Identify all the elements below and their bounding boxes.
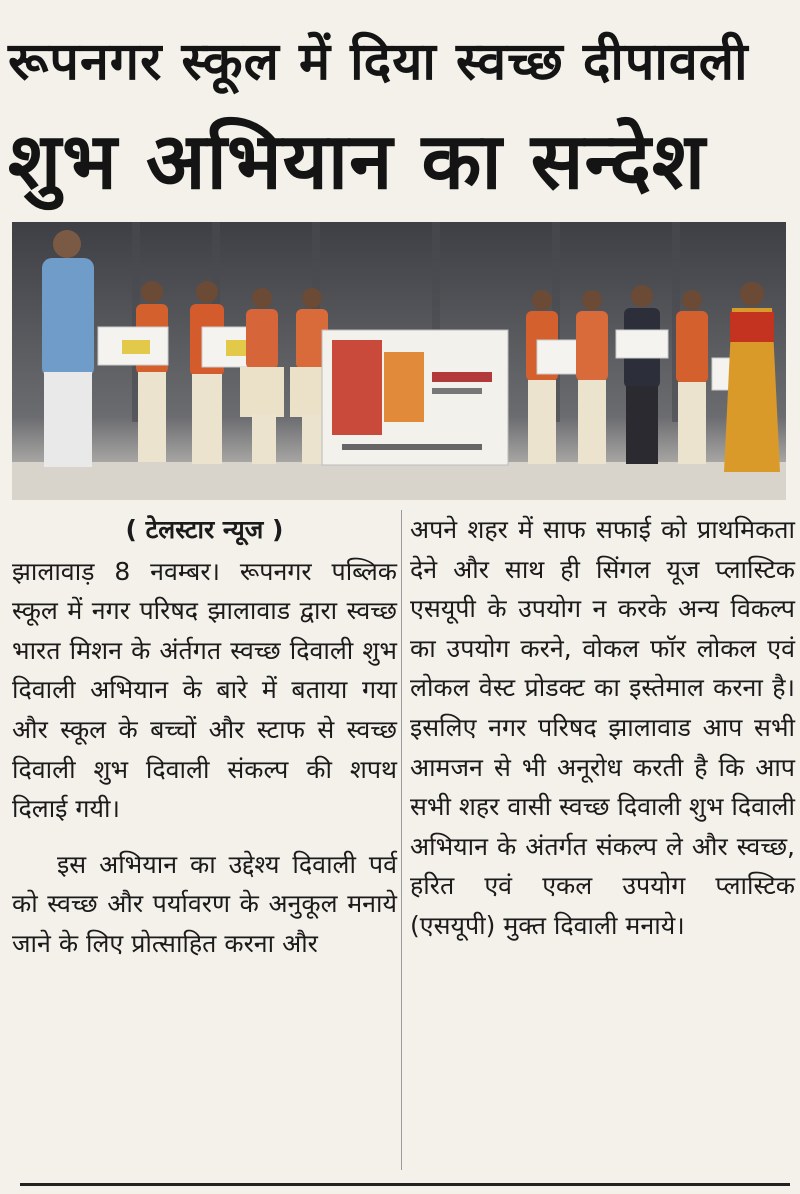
headline-line-1: रूपनगर स्कूल में दिया स्वच्छ दीपावली (8, 32, 749, 92)
article-column-right (410, 510, 795, 946)
headline-line-2: शुभ अभियान का सन्देश (8, 117, 707, 207)
column-divider (401, 510, 402, 1170)
byline: ( टेलस्टार न्यूज ) (125, 515, 284, 544)
article-paragraph-3: अपने शहर में साफ सफाई को प्राथमिकता देने और साथ ही सिंगल यूज प्लास्टिक एसयूपी के उपयोग न करके अन्य विकल्प का उपयोग करने, वोकल फॉर लोकल एवं लोकल वेस्ट प्रोडक्ट का इस्तेमाल करना है। इसलिए नगर परिषद झालावाड आप सभी आमजन से भी अनूरोध करती है कि आप सभी शहर वासी स्वच्छ दिवाली शुभ दिवाली अभियान के अंतर्गत संकल्प ले और स्वच्छ, हरित एवं एकल उपयोग प्लास्टिक (एसयूपी) मुक्त दिवाली मनाये। (410, 515, 795, 940)
article-column-left (12, 510, 397, 964)
article-paragraph-1: झालावाड़ 8 नवम्बर। रूपनगर पब्लिक स्कूल में नगर परिषद झालावाड द्वारा स्वच्छ भारत मिशन के अंर्तगत स्वच्छ दिवाली शुभ दिवाली अभियान के बारे में बताया गया और स्कूल के बच्चों और स्टाफ से स्वच्छ दिवाली शुभ दिवाली संकल्प की शपथ दिलाई गयी। (12, 556, 397, 824)
photo-students-stage-icon (12, 222, 786, 500)
bottom-rule (20, 1183, 790, 1186)
news-photo (12, 222, 786, 500)
article-paragraph-2: इस अभियान का उद्देश्य दिवाली पर्व को स्वच्छ और पर्यावरण के अनुकूल मनाये जाने के लिए प्रोत्साहित करना और (12, 849, 397, 958)
